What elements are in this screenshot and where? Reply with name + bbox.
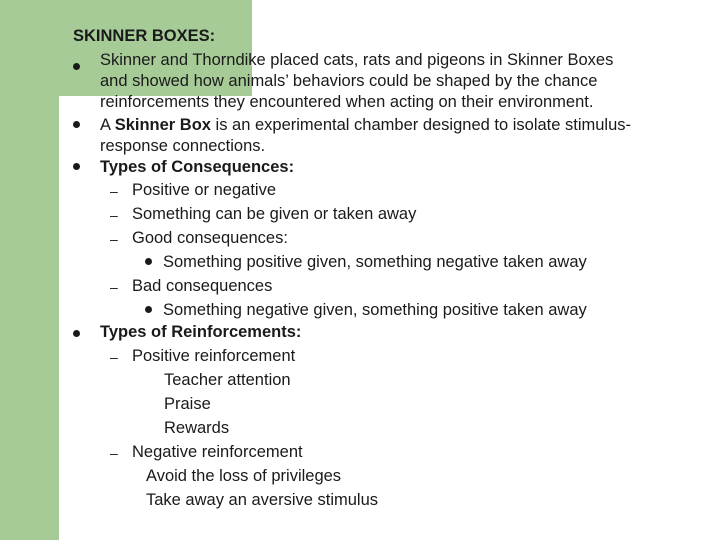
bullet-icon — [145, 258, 152, 265]
bullet-icon — [73, 121, 80, 128]
dash-icon: – — [110, 279, 118, 295]
dash-icon: – — [110, 183, 118, 199]
item3-label: Types of Consequences: — [100, 158, 295, 176]
bullet-icon — [73, 163, 80, 170]
consequence-subitem: Something negative given, something positive taken away — [163, 301, 587, 319]
consequence-item: Positive or negative — [132, 181, 276, 199]
bullet-icon — [73, 330, 80, 337]
dash-icon: – — [110, 349, 118, 365]
reinforcement-example: Take away an aversive stimulus — [146, 491, 379, 509]
reinforcement-item: Negative reinforcement — [132, 443, 303, 461]
item2-line2: response connections. — [100, 137, 266, 155]
reinforcement-example: Avoid the loss of privileges — [146, 467, 342, 485]
reinforcement-item: Positive reinforcement — [132, 347, 296, 365]
bullet-icon — [73, 63, 80, 70]
consequence-item: Bad consequences — [132, 277, 273, 295]
item1-line3: reinforcements they encountered when acting on their environment. — [100, 93, 594, 111]
dash-icon: – — [110, 207, 118, 223]
item2-line1: A Skinner Box is an experimental chamber designed to isolate stimulus- — [100, 116, 632, 134]
dash-icon: – — [110, 231, 118, 247]
bullet-icon — [145, 306, 152, 313]
slide-heading: SKINNER BOXES: — [73, 27, 216, 45]
dash-icon: – — [110, 445, 118, 461]
item1-line1: Skinner and Thorndike placed cats, rats and pigeons in Skinner Boxes — [100, 51, 614, 69]
reinforcement-example: Praise — [164, 395, 211, 413]
item1-line2: and showed how animals’ behaviors could be shaped by the chance — [100, 72, 598, 90]
reinforcement-example: Teacher attention — [164, 371, 291, 389]
item4-label: Types of Reinforcements: — [100, 323, 302, 341]
consequence-subitem: Something positive given, something negative taken away — [163, 253, 587, 271]
consequence-item: Good consequences: — [132, 229, 288, 247]
consequence-item: Something can be given or taken away — [132, 205, 417, 223]
reinforcement-example: Rewards — [164, 419, 230, 437]
